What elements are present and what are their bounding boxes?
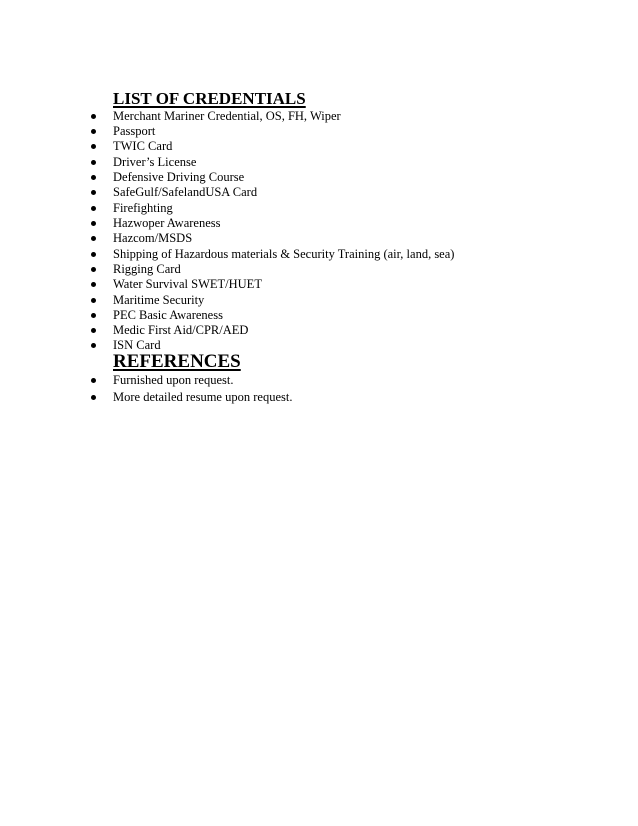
list-item-text: Shipping of Hazardous materials & Security Training (air, land, sea) [113,247,455,261]
references-heading: REFERENCES [113,351,241,372]
bullet-icon [91,114,96,119]
list-item-text: Firefighting [113,201,173,215]
bullet-icon [91,298,96,303]
bullet-icon [91,267,96,272]
list-item-text: Rigging Card [113,262,181,276]
list-item-text: Hazcom/MSDS [113,231,193,245]
bullet-icon [91,221,96,226]
list-item-text: Water Survival SWET/HUET [113,277,262,291]
list-item-text: More detailed resume upon request. [113,390,293,404]
bullet-icon [91,206,96,211]
list-item-text: PEC Basic Awareness [113,308,223,322]
list-item-text: SafeGulf/SafelandUSA Card [113,185,258,199]
list-item-text: Passport [113,124,156,138]
bullet-icon [91,175,96,180]
list-item-text: TWIC Card [113,139,173,153]
bullet-icon [91,129,96,134]
bullet-icon [91,395,96,400]
bullet-icon [91,343,96,348]
bullet-icon [91,144,96,149]
bullet-icon [91,252,96,257]
bullet-icon [91,190,96,195]
list-item-text: Maritime Security [113,293,205,307]
list-item-text: Furnished upon request. [113,373,234,387]
list-item-text: Merchant Mariner Credential, OS, FH, Wiper [113,109,341,123]
bullet-icon [91,378,96,383]
list-item-text: Hazwoper Awareness [113,216,221,230]
credentials-heading: LIST OF CREDENTIALS [113,89,306,108]
list-item-text: Defensive Driving Course [113,170,245,184]
list-item-text: Medic First Aid/CPR/AED [113,323,249,337]
bullet-icon [91,328,96,333]
bullet-icon [91,236,96,241]
bullet-icon [91,313,96,318]
list-item-text: Driver’s License [113,155,197,169]
list-item-text: ISN Card [113,338,161,352]
bullet-icon [91,282,96,287]
bullet-icon [91,160,96,165]
